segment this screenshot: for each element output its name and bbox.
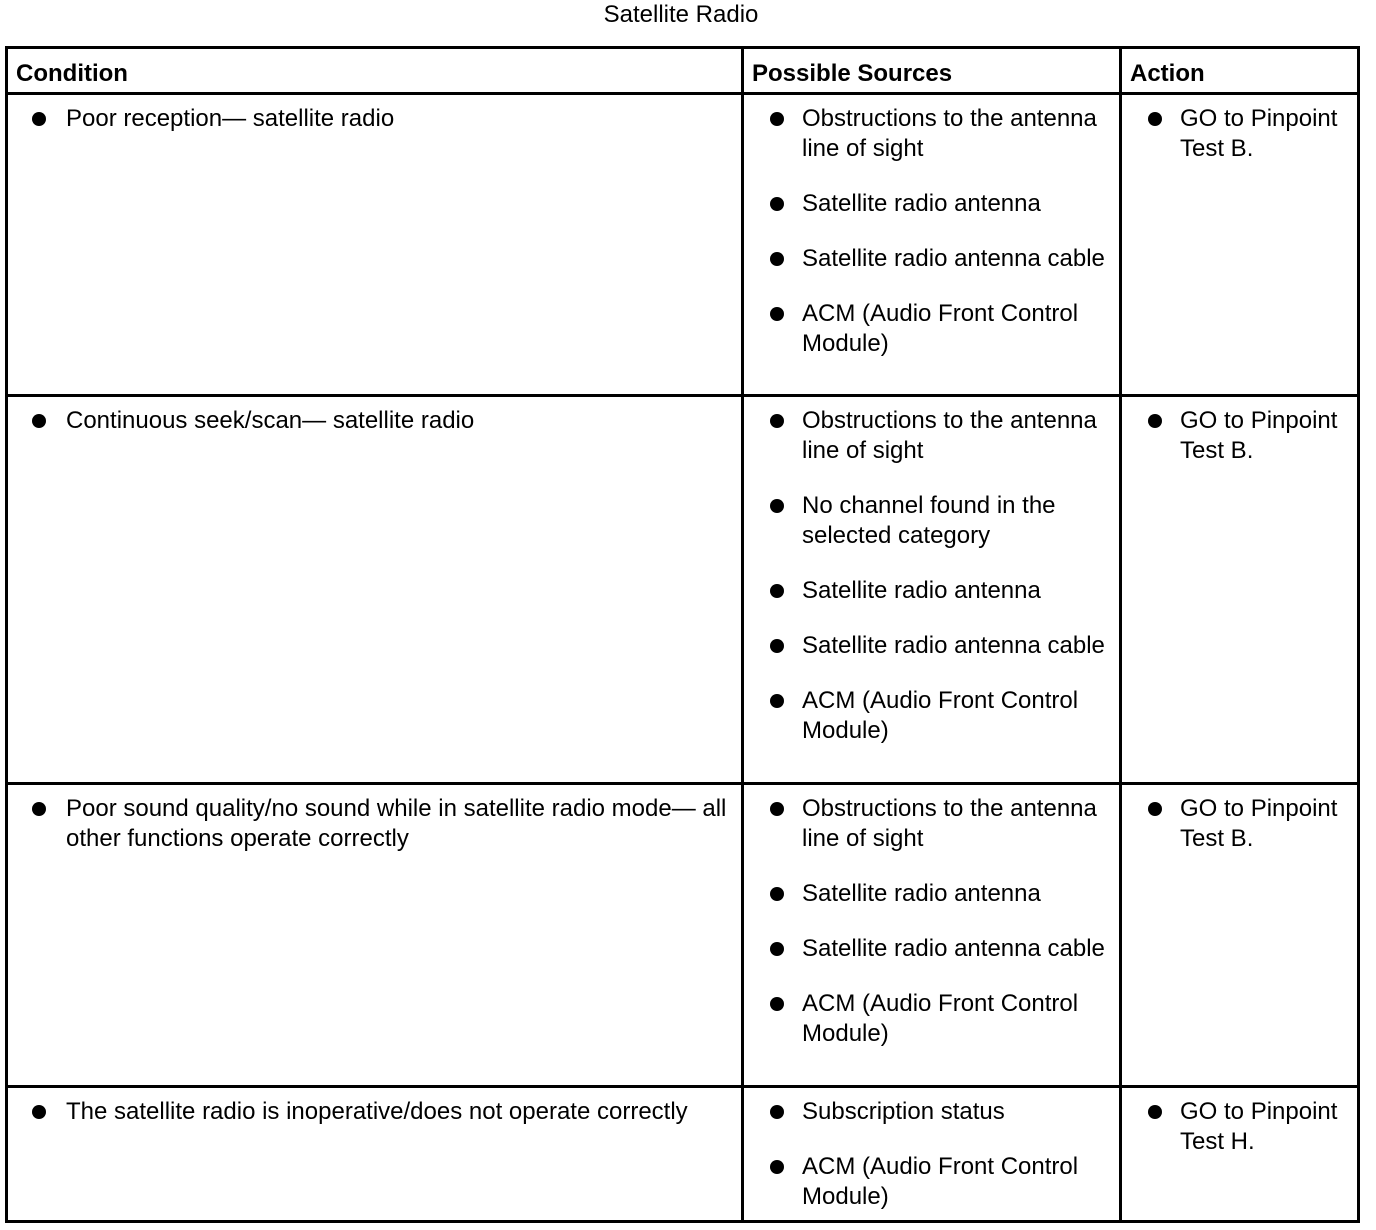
- source-text: Satellite radio antenna: [802, 190, 1041, 217]
- bullet-icon: [770, 942, 784, 956]
- bullet-icon: [770, 694, 784, 708]
- source-text: Satellite radio antenna cable: [802, 245, 1105, 272]
- list-item: [8, 104, 733, 134]
- action-text: GO to Pinpoint Test H.: [1180, 1098, 1338, 1155]
- list-item: [744, 491, 1111, 551]
- bullet-icon: [32, 1105, 46, 1119]
- source-text: Satellite radio antenna: [802, 577, 1041, 604]
- source-text: ACM (Audio Front Control Module): [802, 300, 1079, 357]
- source-text: ACM (Audio Front Control Module): [802, 990, 1079, 1047]
- list-item: [744, 1097, 1111, 1127]
- bullet-icon: [770, 414, 784, 428]
- source-text: ACM (Audio Front Control Module): [802, 687, 1079, 744]
- header-action: Action: [1121, 48, 1359, 94]
- header-possible-sources: Possible Sources: [743, 48, 1121, 94]
- action-cell: [1121, 94, 1359, 396]
- condition-cell: [7, 784, 743, 1087]
- action-cell: [1121, 1087, 1359, 1222]
- sources-cell: [743, 94, 1121, 396]
- bullet-icon: [1148, 802, 1162, 816]
- condition-text: The satellite radio is inoperative/does not operate correctly: [66, 1098, 688, 1125]
- bullet-icon: [770, 307, 784, 321]
- source-text: Obstructions to the antenna line of sight: [802, 795, 1097, 852]
- list-item: [744, 879, 1111, 909]
- sources-cell: [743, 784, 1121, 1087]
- bullet-icon: [770, 252, 784, 266]
- bullet-icon: [770, 639, 784, 653]
- sources-cell: [743, 396, 1121, 784]
- list-item: [8, 794, 733, 854]
- header-condition: Condition: [7, 48, 743, 94]
- bullet-icon: [32, 802, 46, 816]
- bullet-icon: [770, 499, 784, 513]
- bullet-icon: [32, 414, 46, 428]
- list-item: [1122, 1097, 1349, 1157]
- source-text: Obstructions to the antenna line of sight: [802, 105, 1097, 162]
- source-text: Satellite radio antenna cable: [802, 935, 1105, 962]
- list-item: [1122, 104, 1349, 164]
- list-item: [744, 794, 1111, 854]
- bullet-icon: [770, 1160, 784, 1174]
- table-row: [7, 784, 1359, 1087]
- bullet-icon: [770, 802, 784, 816]
- list-item: [8, 406, 733, 436]
- source-text: Satellite radio antenna: [802, 880, 1041, 907]
- bullet-icon: [1148, 112, 1162, 126]
- list-item: [8, 1097, 733, 1127]
- bullet-icon: [32, 112, 46, 126]
- list-item: [744, 686, 1111, 746]
- bullet-icon: [770, 112, 784, 126]
- list-item: [1122, 794, 1349, 854]
- list-item: [744, 1152, 1111, 1212]
- list-item: [744, 631, 1111, 661]
- sources-cell: [743, 1087, 1121, 1222]
- source-text: No channel found in the selected category: [802, 492, 1056, 549]
- condition-text: Poor sound quality/no sound while in satellite radio mode— all other functions operate correctly: [66, 795, 727, 852]
- source-text: Satellite radio antenna cable: [802, 632, 1105, 659]
- list-item: [744, 989, 1111, 1049]
- list-item: [744, 189, 1111, 219]
- bullet-icon: [770, 197, 784, 211]
- action-text: GO to Pinpoint Test B.: [1180, 105, 1338, 162]
- document-title: Satellite Radio: [603, 1, 759, 28]
- bullet-icon: [770, 584, 784, 598]
- header-row: [7, 48, 1359, 94]
- source-text: ACM (Audio Front Control Module): [802, 1153, 1079, 1210]
- list-item: [744, 104, 1111, 164]
- list-item: [744, 244, 1111, 274]
- bullet-icon: [1148, 1105, 1162, 1119]
- table-row: [7, 396, 1359, 784]
- list-item: [744, 934, 1111, 964]
- condition-cell: [7, 94, 743, 396]
- source-text: Obstructions to the antenna line of sight: [802, 407, 1097, 464]
- list-item: [744, 576, 1111, 606]
- table-row: [7, 94, 1359, 396]
- symptom-chart-table: [5, 46, 1360, 1223]
- condition-cell: [7, 1087, 743, 1222]
- bullet-icon: [770, 887, 784, 901]
- condition-text: Continuous seek/scan— satellite radio: [66, 407, 475, 434]
- list-item: [744, 299, 1111, 359]
- action-cell: [1121, 396, 1359, 784]
- condition-text: Poor reception— satellite radio: [66, 105, 395, 132]
- list-item: [744, 406, 1111, 466]
- list-item: [1122, 406, 1349, 466]
- bullet-icon: [770, 1105, 784, 1119]
- action-cell: [1121, 784, 1359, 1087]
- action-text: GO to Pinpoint Test B.: [1180, 795, 1338, 852]
- source-text: Subscription status: [802, 1098, 1005, 1125]
- bullet-icon: [1148, 414, 1162, 428]
- action-text: GO to Pinpoint Test B.: [1180, 407, 1338, 464]
- table-row: [7, 1087, 1359, 1222]
- bullet-icon: [770, 997, 784, 1011]
- condition-cell: [7, 396, 743, 784]
